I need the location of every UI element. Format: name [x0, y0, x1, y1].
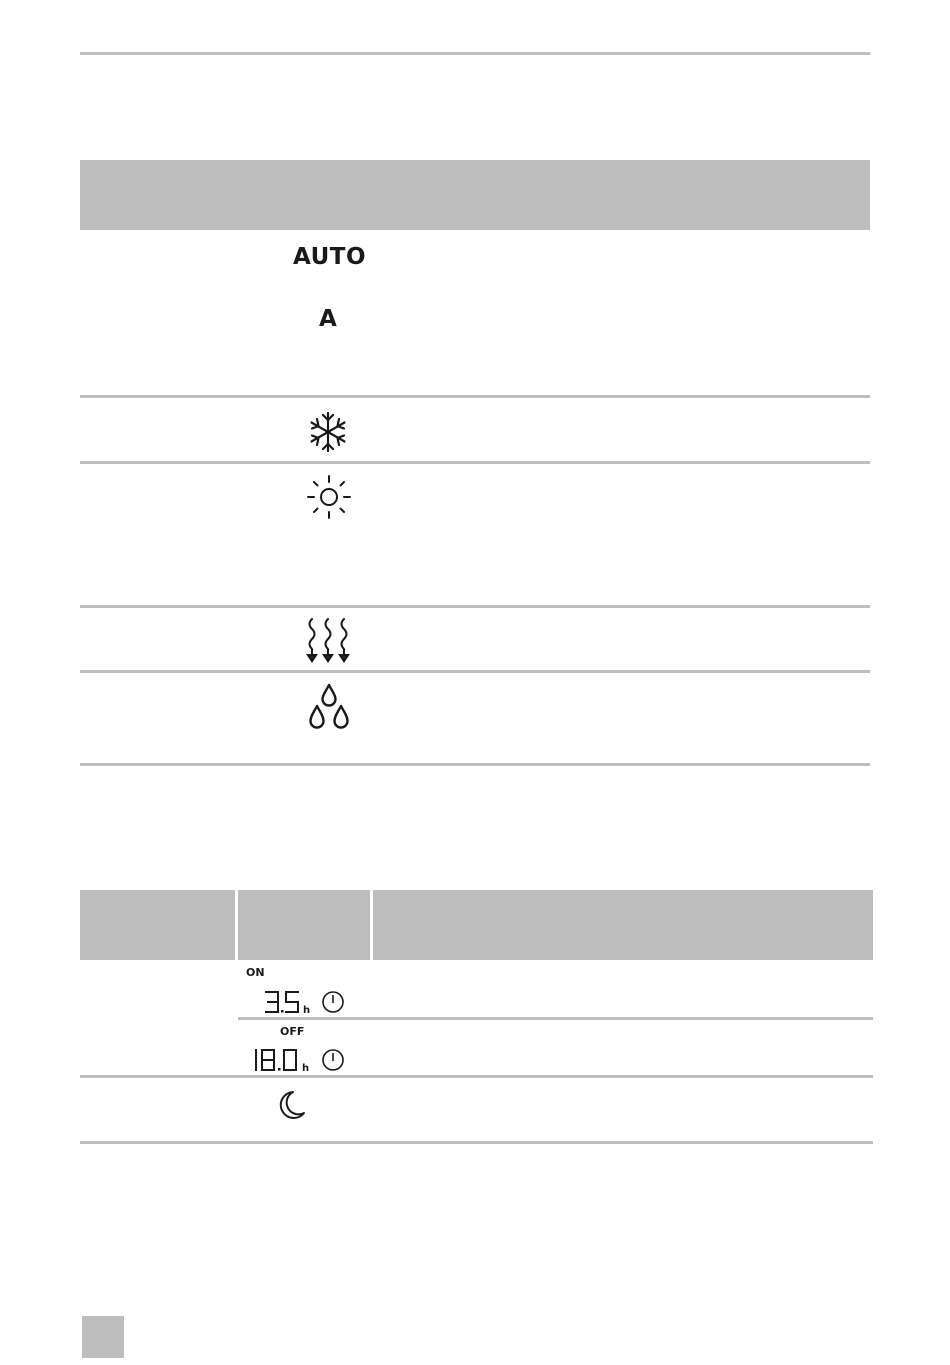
snowflake-icon — [306, 410, 350, 454]
table1-row-divider — [80, 461, 870, 464]
table1-row-divider — [80, 670, 870, 673]
table1-bottom-rule — [80, 763, 870, 766]
timer-on-label: ON — [246, 966, 265, 979]
timer-off-unit: h — [302, 1063, 310, 1074]
table2-header-col1 — [80, 890, 235, 960]
sun-icon — [306, 474, 352, 520]
timer-off-display — [252, 1046, 350, 1074]
airflow-icon — [302, 617, 354, 665]
page-marker — [82, 1316, 124, 1358]
table1-row-divider — [80, 605, 870, 608]
table2-header-col2 — [238, 890, 370, 960]
timer-on-unit: h — [303, 1005, 311, 1016]
table1-row-divider — [80, 395, 870, 398]
auto-symbol: AUTO — [293, 244, 367, 270]
auto-short-symbol: A — [319, 306, 337, 332]
moon-icon — [277, 1089, 307, 1121]
table2-header-col3 — [373, 890, 873, 960]
table1-header — [80, 160, 870, 230]
table2-inner-divider — [238, 1017, 873, 1020]
timer-off-label: OFF — [280, 1025, 305, 1038]
top-rule — [80, 52, 870, 55]
droplets-icon — [306, 683, 352, 733]
table2-bottom-rule — [80, 1141, 873, 1144]
table2-row-divider — [80, 1075, 873, 1078]
timer-on-display — [262, 988, 350, 1016]
